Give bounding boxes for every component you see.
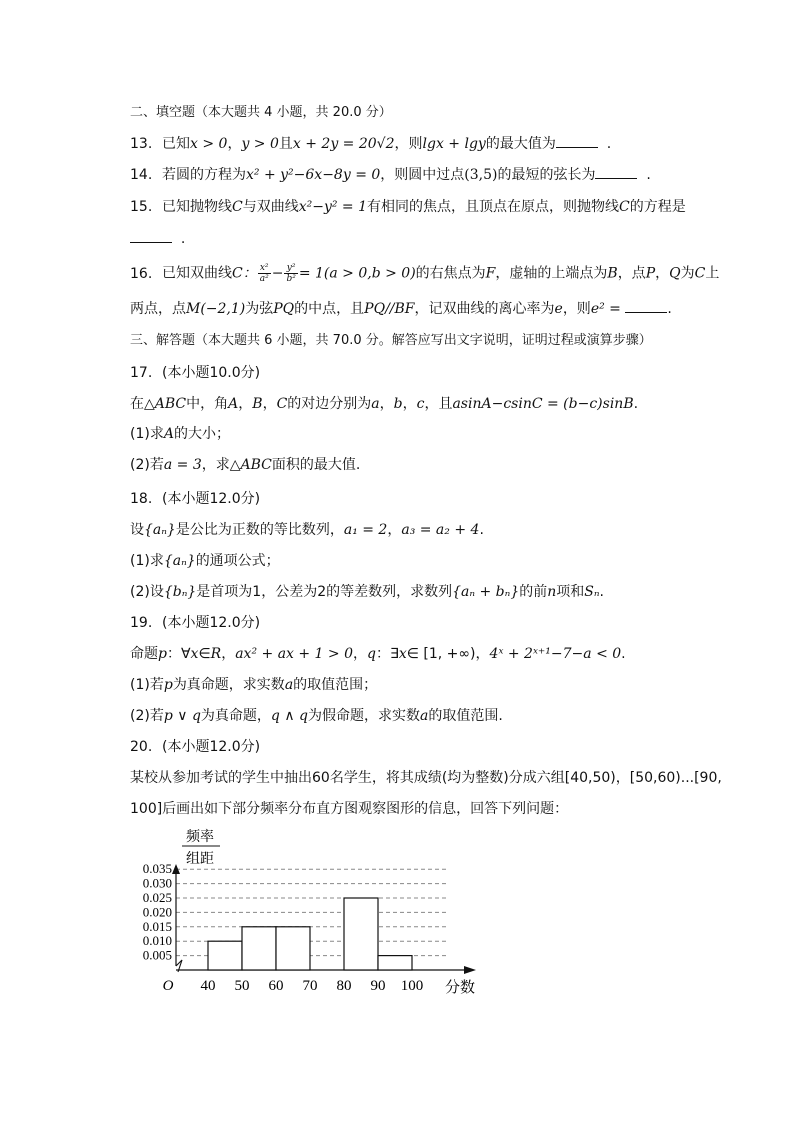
- text: (2)若: [130, 708, 164, 724]
- text: ∈ [1, +∞)，: [406, 646, 490, 662]
- text: 已知: [162, 136, 190, 152]
- math: △ABC: [229, 457, 272, 473]
- question-number: 16.: [130, 265, 153, 282]
- text: 已知双曲线: [162, 265, 232, 282]
- answer-blank: [625, 300, 667, 313]
- math: x: [190, 646, 199, 662]
- text: ，记双曲线的离心率为: [414, 301, 555, 317]
- math: PQ: [273, 301, 295, 317]
- text: 的大小；: [173, 426, 230, 442]
- text: (1)求: [130, 426, 164, 442]
- math: M(−2,1): [186, 301, 246, 317]
- histogram-bar: [378, 956, 412, 970]
- histogram-bar: [208, 941, 242, 970]
- text: ∈: [198, 646, 211, 662]
- text: 项和: [556, 584, 585, 600]
- math: asinA−csinC = (b−c)sinB: [452, 396, 634, 412]
- text: .: [180, 231, 186, 247]
- math: x² + y²−6x−8y = 0: [246, 167, 381, 183]
- y-tick-label: 0.035: [142, 861, 172, 877]
- math: x + 2y = 20√2: [292, 136, 395, 152]
- text: 已知抛物线: [162, 199, 232, 215]
- math: {aₙ}: [144, 522, 176, 538]
- text: 的右焦点为: [415, 265, 486, 282]
- x-tick-label: 80: [336, 978, 352, 994]
- x-tick-label: 90: [370, 978, 386, 994]
- question-18-part1: [130, 552, 280, 570]
- section-heading-answer: 三、解答题（本大题共 6 小题，共 70.0 分。解答应写出文字说明，证明过程或演算步骤）: [130, 333, 652, 348]
- text: 上: [705, 265, 720, 282]
- math: B: [252, 396, 263, 412]
- text: 的中点，且: [294, 301, 365, 317]
- question-20-stem-line2: 100]后画出如下部分频率分布直方图观察图形的信息，回答下列问题：: [130, 801, 569, 817]
- math: △ABC: [144, 396, 187, 412]
- question-17-part2: [130, 456, 360, 474]
- text: 且: [278, 136, 293, 152]
- text: .: [599, 584, 604, 600]
- math: PQ//BF: [364, 301, 415, 317]
- math: e: [554, 301, 563, 317]
- text: ，求: [201, 457, 230, 473]
- text: 的方程是: [629, 199, 686, 215]
- math: a₃ = a₂ + 4: [401, 522, 480, 538]
- x-axis-label: 分数: [444, 980, 476, 996]
- x-tick-label: 50: [234, 978, 250, 994]
- text: ：∃: [375, 646, 399, 662]
- math: p: [163, 677, 173, 693]
- question-16-line2: [130, 300, 672, 318]
- math: c: [416, 396, 425, 412]
- answer-blank: [556, 135, 598, 148]
- text: 的对边分别为: [287, 396, 372, 412]
- text: .: [633, 396, 639, 412]
- x-tick-label: 70: [302, 978, 318, 994]
- text: ，: [227, 136, 242, 152]
- math: q: [367, 646, 376, 662]
- question-number: 17.: [130, 365, 153, 381]
- math: q ∧ q: [270, 708, 308, 724]
- text: .: [667, 301, 672, 317]
- x-axis-arrow: [464, 966, 476, 974]
- x-tick-label: 100: [400, 978, 424, 994]
- math: {aₙ}: [163, 553, 196, 569]
- question-18-stem: [130, 521, 484, 539]
- math: e² =: [590, 301, 621, 317]
- math: C: [276, 396, 288, 412]
- text: ，虚轴的上端点为: [495, 265, 608, 282]
- question-score: (本小题12.0分): [162, 491, 261, 507]
- text: 的前: [519, 584, 548, 600]
- math: a: [420, 708, 429, 724]
- math: p ∨ q: [163, 708, 201, 724]
- math: y > 0: [241, 136, 279, 152]
- math: C: [694, 265, 706, 282]
- question-number: 19.: [130, 615, 153, 631]
- math: a₁ = 2: [343, 522, 388, 538]
- text: 的通项公式；: [195, 553, 280, 569]
- histogram-bar: [276, 927, 310, 970]
- text: 的取值范围.: [428, 708, 503, 724]
- text: ，则圆中过点: [380, 167, 465, 183]
- text: 命题: [130, 646, 158, 662]
- question-number: 20.: [130, 739, 153, 755]
- text: ，: [402, 396, 417, 412]
- y-tick-label: 0.025: [142, 890, 172, 905]
- text: 有相同的焦点，且顶点在原点，则抛物线: [367, 199, 620, 215]
- math: x²−y² = 1: [298, 199, 368, 215]
- question-20-stem-line1: 某校从参加考试的学生中抽出60名学生，将其成绩(均为整数)分成六组[40,50)，[50,60)...[90,: [130, 770, 722, 786]
- histogram-bar: [242, 927, 276, 970]
- math: x > 0: [190, 136, 228, 152]
- text: ，且: [424, 396, 453, 412]
- text: ，: [387, 522, 402, 538]
- text: 面积的最大值.: [271, 457, 361, 473]
- math: {bₙ}: [163, 584, 197, 600]
- text: 在: [130, 396, 144, 412]
- text: 为真命题，求实数: [172, 677, 285, 693]
- question-17-part1: [130, 425, 230, 443]
- x-tick-label: 60: [268, 978, 284, 994]
- math: C: [619, 199, 630, 215]
- text: 若圆的方程为: [162, 167, 246, 183]
- question-15: [130, 198, 686, 216]
- text: (1)求: [130, 553, 164, 569]
- denominator: a²: [259, 274, 269, 284]
- text: ，: [379, 396, 394, 412]
- numerator: x²: [258, 263, 271, 274]
- text: ，: [655, 265, 670, 282]
- text: 是公比为正数的等比数列，: [175, 522, 344, 538]
- math: lgx + lgy: [422, 136, 486, 152]
- text: (2)设: [130, 584, 164, 600]
- math: R: [210, 646, 222, 662]
- text: 两点，点: [130, 301, 186, 317]
- question-score: (本小题12.0分): [162, 739, 261, 755]
- question-19-header: [130, 614, 260, 632]
- math: Sₙ: [584, 584, 600, 600]
- math: A: [228, 396, 239, 412]
- question-17-stem: [130, 395, 638, 413]
- text: (1)若: [130, 677, 164, 693]
- y-tick-label: 0.020: [142, 904, 172, 920]
- answer-blank: [130, 230, 172, 243]
- y-axis-label-bottom: 组距: [186, 852, 214, 867]
- math: (3,5): [464, 167, 498, 183]
- y-axis-label-top: 频率: [186, 830, 214, 845]
- numerator: y²: [284, 263, 297, 274]
- y-tick-label: 0.010: [142, 933, 172, 949]
- question-15-line2: [130, 230, 185, 248]
- question-19-part2: [130, 707, 503, 725]
- y-tick-label: 0.030: [142, 875, 172, 891]
- text: ，则: [562, 301, 591, 317]
- math: P: [645, 265, 656, 282]
- question-14: [130, 166, 651, 184]
- math: C：: [232, 265, 257, 282]
- math: x: [398, 646, 407, 662]
- question-number: 13.: [130, 136, 153, 152]
- text: 设: [130, 522, 144, 538]
- fraction-x: [258, 263, 271, 284]
- text: 是首项为1，公差为2的等差数列，求数列: [196, 584, 453, 600]
- question-number: 14.: [130, 167, 153, 183]
- math: B: [607, 265, 618, 282]
- text: ，点: [617, 265, 646, 282]
- text: 的最短的弦长为: [497, 167, 596, 183]
- question-13: [130, 135, 611, 153]
- text: ，: [238, 396, 253, 412]
- math: 4ˣ + 2ˣ⁺¹−7−a < 0: [489, 646, 622, 662]
- question-number: 15.: [130, 199, 153, 215]
- origin-label: O: [162, 978, 174, 994]
- y-tick-label: 0.005: [142, 947, 172, 963]
- text: .: [621, 646, 626, 662]
- text: 的最大值为: [485, 136, 556, 152]
- math: F: [485, 265, 496, 282]
- math: −: [271, 265, 284, 282]
- text: ，则: [394, 136, 423, 152]
- math: b: [393, 396, 403, 412]
- text: ，: [353, 646, 368, 662]
- text: (2)若: [130, 457, 164, 473]
- question-16: [130, 263, 719, 284]
- text: 与双曲线: [242, 199, 299, 215]
- question-18-part2: [130, 583, 604, 601]
- text: 的取值范围；: [293, 677, 378, 693]
- question-18-header: [130, 490, 260, 508]
- math: p: [158, 646, 167, 662]
- math: = 1(a > 0,b > 0): [298, 265, 416, 282]
- text: 为: [680, 265, 695, 282]
- x-tick-label: 40: [200, 978, 216, 994]
- y-tick-label: 0.015: [142, 918, 172, 934]
- text: .: [606, 136, 612, 152]
- denominator: b²: [286, 274, 296, 284]
- question-score: (本小题10.0分): [162, 365, 261, 381]
- math: A: [163, 426, 174, 442]
- frequency-histogram: [128, 822, 488, 1012]
- histogram-bar: [344, 898, 378, 970]
- math: {aₙ + bₙ}: [452, 584, 520, 600]
- math: ax² + ax + 1 > 0: [235, 646, 354, 662]
- text: .: [479, 522, 484, 538]
- text: 为假命题，求实数: [308, 708, 420, 724]
- text: 为弦: [245, 301, 274, 317]
- math: a: [284, 677, 294, 693]
- math: C: [232, 199, 243, 215]
- text: ，: [262, 396, 277, 412]
- math: Q: [669, 265, 681, 282]
- question-19-part1: [130, 676, 377, 694]
- section-heading-fill-in: 二、填空题（本大题共 4 小题，共 20.0 分）: [130, 105, 392, 120]
- question-17-header: [130, 364, 260, 382]
- text: .: [646, 167, 651, 183]
- text: ：∀: [166, 646, 191, 662]
- text: 为真命题，: [200, 708, 271, 724]
- text: ，: [221, 646, 236, 662]
- math: a = 3: [163, 457, 202, 473]
- question-19-stem: [130, 645, 626, 663]
- math: a: [371, 396, 380, 412]
- fraction-y: [284, 263, 297, 284]
- answer-blank: [595, 166, 637, 179]
- question-score: (本小题12.0分): [162, 615, 261, 631]
- math: n: [547, 584, 557, 600]
- text: 中，角: [186, 396, 229, 412]
- histogram-svg: [128, 822, 488, 1012]
- question-number: 18.: [130, 491, 153, 507]
- question-20-header: [130, 738, 260, 756]
